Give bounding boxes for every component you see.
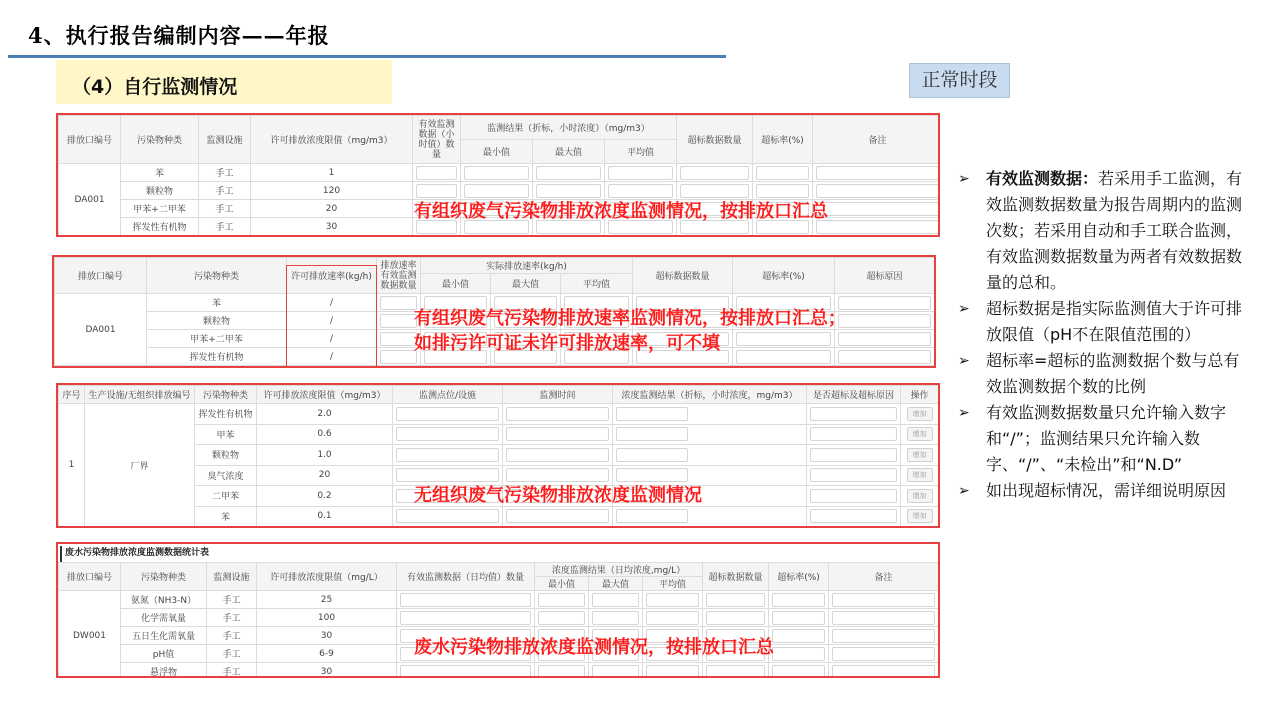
th-facility: 监测设施 (199, 116, 251, 164)
max-input[interactable] (592, 665, 639, 679)
rate-limit-cell: / (287, 330, 377, 348)
wastewater-table (58, 562, 939, 678)
th-exceed-rate: 超标率(%) (733, 258, 835, 294)
remark-input[interactable] (816, 166, 939, 180)
exceed-rate-input[interactable] (772, 611, 825, 625)
table-row (59, 404, 939, 425)
valid-count-input[interactable] (400, 593, 531, 607)
th-point: 监测点位/设施 (393, 386, 503, 404)
limit-cell: 0.6 (257, 424, 393, 445)
note-text: 超标率=超标的监测数据个数与总有效监测数据个数的比例 (986, 351, 1240, 396)
limit-cell: 25 (257, 591, 397, 609)
min-input[interactable] (538, 593, 585, 607)
th-remark: 备注 (829, 563, 939, 591)
exceed-count-input[interactable] (680, 166, 749, 180)
th-exceed-rate: 超标率(%) (769, 563, 829, 591)
point-input[interactable] (396, 407, 499, 421)
limit-cell: 30 (257, 627, 397, 645)
point-input[interactable] (396, 468, 499, 482)
max-input[interactable] (592, 593, 639, 607)
min-input[interactable] (464, 184, 529, 198)
table2-panel (52, 255, 936, 368)
subtitle-box (56, 60, 392, 104)
pollutant-cell: 五日生化需氧量 (121, 627, 207, 645)
remark-input[interactable] (832, 647, 935, 661)
th-min: 最小值 (421, 274, 491, 294)
avg-input[interactable] (646, 665, 699, 679)
th-valid-count: 有效监测数据（日均值）数量 (397, 563, 535, 591)
pollutant-cell: 挥发性有机物 (147, 348, 287, 366)
th-time: 监测时间 (503, 386, 613, 404)
result-input[interactable] (616, 509, 688, 523)
th-op: 操作 (901, 386, 939, 404)
th-avg: 平均值 (643, 577, 703, 591)
min-input[interactable] (538, 665, 585, 679)
table4-overlay-text: 废水污染物排放浓度监测情况，按排放口汇总 (414, 637, 774, 658)
point-input[interactable] (396, 509, 499, 523)
table3-panel (56, 383, 940, 528)
arrow-bullet-icon: ➢ (958, 353, 970, 369)
remark-input[interactable] (832, 629, 935, 643)
pollutant-cell: 甲苯 (195, 424, 257, 445)
limit-cell: 0.2 (257, 486, 393, 507)
add-button[interactable]: 增加 (907, 407, 933, 421)
pollutant-cell: 悬浮物 (121, 663, 207, 679)
pollutant-cell: 苯 (121, 164, 199, 182)
facility-cell: 手工 (207, 591, 257, 609)
outlet-cell: DW001 (59, 591, 121, 679)
list-item (958, 478, 1258, 504)
th-pollutant: 污染物种类 (195, 386, 257, 404)
th-exceed-count: 超标数据数量 (677, 116, 753, 164)
facility-cell: 手工 (199, 164, 251, 182)
th-min: 最小值 (535, 577, 589, 591)
arrow-bullet-icon: ➢ (958, 171, 970, 187)
time-input[interactable] (506, 407, 609, 421)
th-valid-count: 排放速率有效监测数据数量 (377, 258, 421, 294)
valid-count-input[interactable] (416, 166, 457, 180)
pollutant-cell: 颗粒物 (147, 312, 287, 330)
exceed-input[interactable] (810, 448, 897, 462)
add-button[interactable]: 增加 (907, 448, 933, 462)
valid-count-input[interactable] (400, 665, 531, 679)
limit-cell: 100 (257, 609, 397, 627)
title-underline (8, 55, 726, 58)
note-text: 如出现超标情况，需详细说明原因 (986, 481, 1227, 500)
th-remark: 备注 (813, 116, 940, 164)
remark-input[interactable] (832, 593, 935, 607)
result-input[interactable] (616, 468, 688, 482)
facility-cell: 手工 (207, 627, 257, 645)
exceed-input[interactable] (810, 489, 897, 503)
th-facility: 监测设施 (207, 563, 257, 591)
facility-cell: 手工 (207, 645, 257, 663)
note-text: 若采用手工监测，有效监测数据数量为报告周期内的监测次数；若采用自动和手工联合监测，有效监测数据数量为两者有效数据数量的总和。 (986, 169, 1243, 292)
remark-input[interactable] (816, 184, 939, 198)
exceed-count-input[interactable] (706, 665, 765, 679)
valid-count-input[interactable] (416, 184, 457, 198)
th-max: 最大值 (491, 274, 561, 294)
th-limit: 许可排放浓度限值（mg/L） (257, 563, 397, 591)
table3-overlay-text: 无组织废气污染物排放浓度监测情况 (414, 485, 702, 506)
th-exceed-rate: 超标率(%) (753, 116, 813, 164)
th-outlet: 排放口编号 (55, 258, 147, 294)
exceed-rate-input[interactable] (772, 647, 825, 661)
rate-limit-cell: / (287, 348, 377, 366)
exceed-input[interactable] (810, 468, 897, 482)
table-row (59, 609, 939, 627)
time-input[interactable] (506, 509, 609, 523)
facility-cell: 手工 (199, 182, 251, 200)
pollutant-cell: 甲苯+二甲苯 (121, 200, 199, 218)
avg-input[interactable] (646, 593, 699, 607)
avg-input[interactable] (646, 611, 699, 625)
note-text: 超标数据是指实际监测值大于许可排放限值（pH不在限值范围的） (986, 299, 1243, 344)
th-seq: 序号 (59, 386, 85, 404)
th-actual-rate: 实际排放速率(kg/h) (421, 258, 633, 274)
list-item (958, 348, 1258, 400)
exceed-rate-input[interactable] (756, 184, 809, 198)
exceed-rate-input[interactable] (736, 332, 831, 346)
rate-limit-cell: / (287, 312, 377, 330)
point-input[interactable] (396, 427, 499, 441)
facility-cell: 手工 (207, 609, 257, 627)
th-exceed-reason: 超标原因 (835, 258, 935, 294)
remark-input[interactable] (816, 202, 939, 216)
result-input[interactable] (616, 427, 688, 441)
table-row (59, 663, 939, 679)
valid-count-input[interactable] (380, 314, 417, 328)
th-outlet: 排放口编号 (59, 563, 121, 591)
limit-cell: 120 (251, 182, 413, 200)
list-item (958, 166, 1258, 296)
note-bold: 有效监测数据： (986, 169, 1099, 188)
list-item (958, 296, 1258, 348)
add-button[interactable]: 增加 (907, 427, 933, 441)
list-item (958, 400, 1258, 478)
arrow-bullet-icon: ➢ (958, 405, 970, 421)
pollutant-cell: 苯 (195, 506, 257, 527)
th-rate-limit: 许可排放速率(kg/h) (287, 258, 377, 294)
th-limit: 许可排放浓度限值（mg/m3） (257, 386, 393, 404)
valid-count-input[interactable] (380, 332, 417, 346)
seq-cell: 1 (59, 404, 85, 527)
pollutant-cell: 挥发性有机物 (121, 218, 199, 236)
table4-panel (56, 542, 940, 678)
pollutant-cell: 化学需氧量 (121, 609, 207, 627)
exceed-input[interactable] (810, 509, 897, 523)
facility-cell: 手工 (207, 663, 257, 679)
th-pollutant: 污染物种类 (147, 258, 287, 294)
pollutant-cell: 挥发性有机物 (195, 404, 257, 425)
exceed-count-input[interactable] (706, 611, 765, 625)
th-exceed-count: 超标数据数量 (703, 563, 769, 591)
pollutant-cell: 颗粒物 (195, 445, 257, 466)
th-min: 最小值 (461, 140, 533, 164)
th-result: 监测结果（折标，小时浓度）（mg/m3） (461, 116, 677, 140)
valid-count-input[interactable] (380, 350, 417, 364)
th-limit: 许可排放浓度限值（mg/m3） (251, 116, 413, 164)
exceed-rate-input[interactable] (756, 166, 809, 180)
pollutant-cell: 臭气浓度 (195, 465, 257, 486)
min-input[interactable] (464, 166, 529, 180)
time-input[interactable] (506, 427, 609, 441)
avg-input[interactable] (608, 184, 673, 198)
th-pollutant: 污染物种类 (121, 116, 199, 164)
table2-overlay-text-line2: 如排污许可证未许可排放速率，可不填 (414, 333, 720, 354)
th-max: 最大值 (589, 577, 643, 591)
exceed-rate-input[interactable] (772, 593, 825, 607)
limit-cell: 6-9 (257, 645, 397, 663)
pollutant-cell: 二甲苯 (195, 486, 257, 507)
limit-cell: 20 (251, 200, 413, 218)
exceed-rate-input[interactable] (772, 629, 825, 643)
min-input[interactable] (538, 611, 585, 625)
limit-cell: 2.0 (257, 404, 393, 425)
pollutant-cell: 甲苯+二甲苯 (147, 330, 287, 348)
th-facility: 生产设施/无组织排放编号 (85, 386, 195, 404)
facility-cell: 手工 (199, 200, 251, 218)
limit-cell: 1 (251, 164, 413, 182)
outlet-cell: DA001 (59, 164, 121, 236)
add-button[interactable]: 增加 (907, 509, 933, 523)
slide-title: 4、执行报告编制内容——年报 (28, 23, 330, 48)
remark-input[interactable] (832, 665, 935, 679)
result-input[interactable] (616, 448, 688, 462)
limit-cell: 1.0 (257, 445, 393, 466)
add-button[interactable]: 增加 (907, 468, 933, 482)
exceed-input[interactable] (810, 407, 897, 421)
th-result: 浓度监测结果（日均浓度,mg/L） (535, 563, 703, 577)
notes-list (958, 166, 1258, 504)
point-input[interactable] (396, 448, 499, 462)
exceed-reason-input[interactable] (838, 296, 931, 310)
pollutant-cell: 氨氮（NH3-N） (121, 591, 207, 609)
remark-input[interactable] (816, 220, 939, 234)
exceed-input[interactable] (810, 427, 897, 441)
exceed-count-input[interactable] (680, 184, 749, 198)
table1-panel (56, 113, 940, 237)
table-row (59, 164, 941, 182)
limit-cell: 30 (251, 218, 413, 236)
th-valid-count: 有效监测数据（小时值）数量 (413, 116, 461, 164)
th-outlet: 排放口编号 (59, 116, 121, 164)
exceed-reason-input[interactable] (838, 350, 931, 364)
result-input[interactable] (616, 407, 688, 421)
rate-limit-cell: / (287, 294, 377, 312)
arrow-bullet-icon: ➢ (958, 301, 970, 317)
exceed-reason-input[interactable] (838, 314, 931, 328)
limit-cell: 0.1 (257, 506, 393, 527)
th-pollutant: 污染物种类 (121, 563, 207, 591)
exceed-reason-input[interactable] (838, 332, 931, 346)
outlet-cell: DA001 (55, 294, 147, 366)
th-avg: 平均值 (605, 140, 677, 164)
th-exceed: 是否超标及超标原因 (807, 386, 901, 404)
th-avg: 平均值 (561, 274, 633, 294)
arrow-bullet-icon: ➢ (958, 483, 970, 499)
table4-caption: 废水污染物排放浓度监测数据统计表 (60, 546, 938, 562)
pollutant-cell: 颗粒物 (121, 182, 199, 200)
table-row (59, 591, 939, 609)
th-exceed-count: 超标数据数量 (633, 258, 733, 294)
max-input[interactable] (592, 611, 639, 625)
remark-input[interactable] (832, 611, 935, 625)
note-text: 有效监测数据数量只允许输入数字和“/”；监测结果只允许输入数字、“/”、“未检出”和“N.D” (986, 403, 1227, 474)
pollutant-cell: pH值 (121, 645, 207, 663)
exceed-rate-input[interactable] (772, 665, 825, 679)
table-row (59, 182, 941, 200)
time-input[interactable] (506, 448, 609, 462)
table2-overlay-text-line1: 有组织废气污染物排放速率监测情况，按排放口汇总； (414, 308, 846, 329)
exceed-rate-input[interactable] (736, 350, 831, 364)
facility-cell: 厂界 (85, 404, 195, 527)
add-button[interactable]: 增加 (907, 489, 933, 503)
avg-input[interactable] (608, 166, 673, 180)
table1-overlay-text: 有组织废气污染物排放浓度监测情况，按排放口汇总 (414, 201, 828, 222)
valid-count-input[interactable] (400, 611, 531, 625)
valid-count-input[interactable] (380, 296, 417, 310)
limit-cell: 30 (257, 663, 397, 679)
th-max: 最大值 (533, 140, 605, 164)
th-result: 浓度监测结果（折标，小时浓度，mg/m3） (613, 386, 807, 404)
period-badge: 正常时段 (909, 63, 1010, 98)
exceed-count-input[interactable] (706, 593, 765, 607)
facility-cell: 手工 (199, 218, 251, 236)
limit-cell: 20 (257, 465, 393, 486)
section-subtitle: （4）自行监测情况 (72, 76, 238, 98)
rate-limit-highlight (286, 265, 377, 367)
time-input[interactable] (506, 468, 609, 482)
max-input[interactable] (536, 184, 601, 198)
max-input[interactable] (536, 166, 601, 180)
pollutant-cell: 苯 (147, 294, 287, 312)
